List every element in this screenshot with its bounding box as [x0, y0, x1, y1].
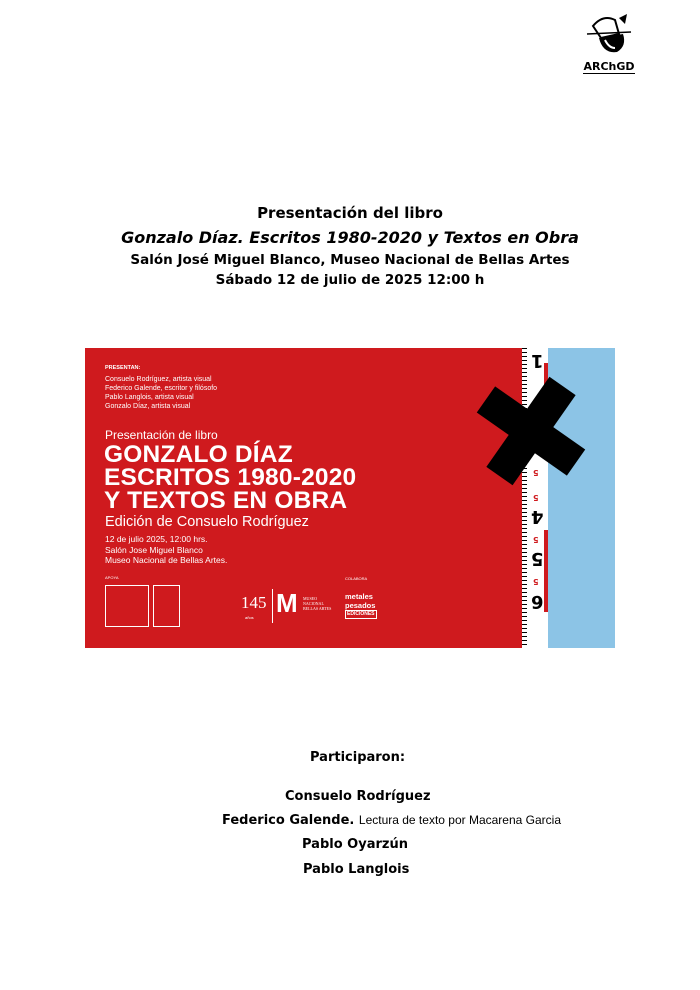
ruler-mark: 5 — [533, 468, 539, 477]
presenter: Federico Galende, escritor y filósofo — [105, 385, 218, 392]
participant-name: Federico Galende. — [222, 813, 355, 828]
publisher-line: metales — [345, 592, 373, 601]
publisher-line: EDICIONES — [347, 611, 375, 617]
poster-edition: Edición de Consuelo Rodríguez — [105, 514, 309, 530]
divider — [272, 589, 273, 623]
poster-detail: Museo Nacional de Bellas Artes. — [105, 555, 228, 565]
poster-detail: Salón Jose Miguel Blanco — [105, 544, 203, 555]
ruler-number: 4 — [531, 506, 544, 527]
participant-name: Consuelo Rodríguez — [285, 789, 431, 804]
ruler-mark: 5 — [533, 535, 539, 544]
header-line-1: Presentación del libro — [257, 204, 443, 222]
ruler-mark: 5 — [533, 577, 539, 586]
poster-subtitle: Presentación de libro — [105, 428, 218, 442]
presenters-list — [105, 375, 217, 411]
publisher-line: pesados — [345, 601, 376, 610]
poster-details — [105, 534, 227, 566]
presenter: Gonzalo Díaz, artista visual — [105, 403, 191, 410]
ministry-logo — [105, 585, 149, 627]
book-title: Gonzalo Díaz. Escritos 1980-2020 y Textos en Obra — [121, 228, 579, 247]
date-time: Sábado 12 de julio de 2025 12:00 h — [215, 272, 485, 288]
poster-title-line: Y TEXTOS EN OBRA — [104, 487, 348, 514]
archgd-emblem-icon — [583, 12, 635, 56]
event-poster — [85, 348, 615, 648]
participant-note: Lectura de texto por Macarena Garcia — [358, 813, 561, 827]
anniversary-logo: 145 — [241, 593, 267, 612]
venue: Salón José Miguel Blanco, Museo Nacional de Bellas Artes — [130, 252, 570, 268]
participant-name: Pablo Oyarzún — [302, 837, 408, 852]
participant — [303, 862, 409, 877]
poster-title-line: ESCRITOS 1980-2020 — [104, 464, 357, 491]
fondart-logo — [153, 585, 180, 627]
anniversary-sub: años — [245, 615, 254, 620]
participant — [285, 789, 431, 804]
participants-heading: Participaron: — [310, 750, 406, 765]
presenter: Pablo Langlois, artista visual — [105, 394, 194, 401]
apoya-label: APOYA — [105, 575, 119, 580]
poster-title — [104, 443, 356, 512]
ruler-number: 5 — [531, 548, 544, 569]
participant-name: Pablo Langlois — [303, 862, 410, 877]
colabora-label: COLABORA — [345, 576, 368, 581]
presentan-label: PRESENTAN: — [105, 365, 141, 371]
poster-title-line: GONZALO DÍAZ — [104, 441, 293, 468]
archgd-logo-text: ARChGD — [583, 60, 635, 73]
participant — [302, 837, 408, 852]
poster-detail: 12 de julio 2025, 12:00 hrs. — [105, 534, 208, 544]
archgd-logo — [583, 12, 635, 74]
ruler-number: 1 — [531, 350, 544, 371]
museum-logo-text: MUSEO NACIONAL BELLAS ARTES — [303, 596, 332, 611]
ruler-mark: 5 — [533, 493, 539, 502]
presenter: Consuelo Rodríguez, artista visual — [105, 376, 212, 383]
ruler-number: 6 — [531, 591, 544, 612]
museum-m-icon: M — [276, 588, 298, 618]
participant — [222, 813, 561, 828]
publisher-logo — [345, 592, 377, 619]
